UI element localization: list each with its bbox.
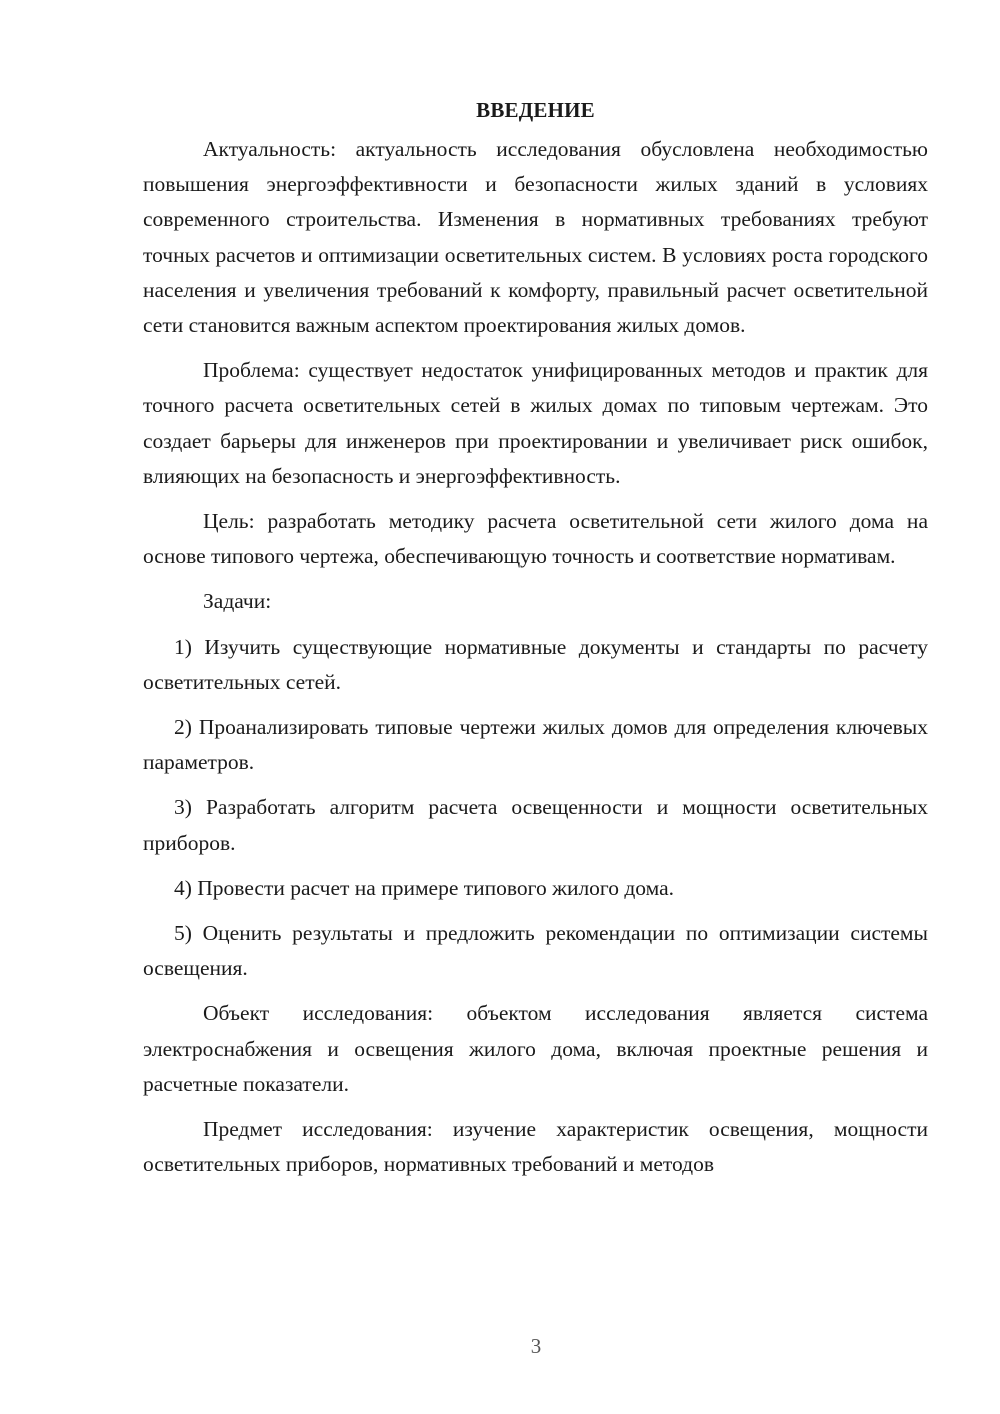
task-item-4: 4) Провести расчет на примере типового жилого дома.	[174, 875, 674, 900]
section-heading: ВВЕДЕНИЕ	[476, 98, 595, 122]
paragraph-object: Объект исследования: объектом исследования является система электроснабжения и освещения жилого дома, включая проектные решения и расчетные показатели.	[143, 1001, 928, 1096]
task-item-1: 1) Изучить существующие нормативные документы и стандарты по расчету осветительных сетей.	[143, 634, 928, 694]
paragraph-relevance: Актуальность: актуальность исследования обусловлена необходимостью повышения энергоэффективности и безопасности жилых зданий в условиях современного строительства. Изменения в нормативных требованиях требуют точных расчетов и оптимизации осветительных систем. В условиях роста городского населения и увеличения требований к комфорту, правильный расчет осветительной сети становится важным аспектом проектирования жилых домов.	[143, 137, 928, 338]
page-number: 3	[530, 1334, 542, 1358]
task-item-5: 5) Оценить результаты и предложить рекомендации по оптимизации системы освещения.	[143, 921, 928, 981]
task-item-2: 2) Проанализировать типовые чертежи жилых домов для определения ключевых параметров.	[143, 715, 928, 775]
paragraph-subject: Предмет исследования: изучение характеристик освещения, мощности осветительных приборов, нормативных требований и методов	[143, 1117, 928, 1177]
paragraph-problem: Проблема: существует недостаток унифицированных методов и практик для точного расчета осветительных сетей в жилых домах по типовым чертежам. Это создает барьеры для инженеров при проектировании и увеличивает риск ошибок, влияющих на безопасность и энергоэффективность.	[143, 358, 928, 488]
page-content	[143, 96, 928, 1192]
task-item-3: 3) Разработать алгоритм расчета освещенности и мощности осветительных приборов.	[143, 795, 928, 855]
paragraph-goal: Цель: разработать методику расчета осветительной сети жилого дома на основе типового чертежа, обеспечивающую точность и соответствие нормативам.	[143, 509, 928, 569]
tasks-label: Задачи:	[203, 589, 272, 614]
